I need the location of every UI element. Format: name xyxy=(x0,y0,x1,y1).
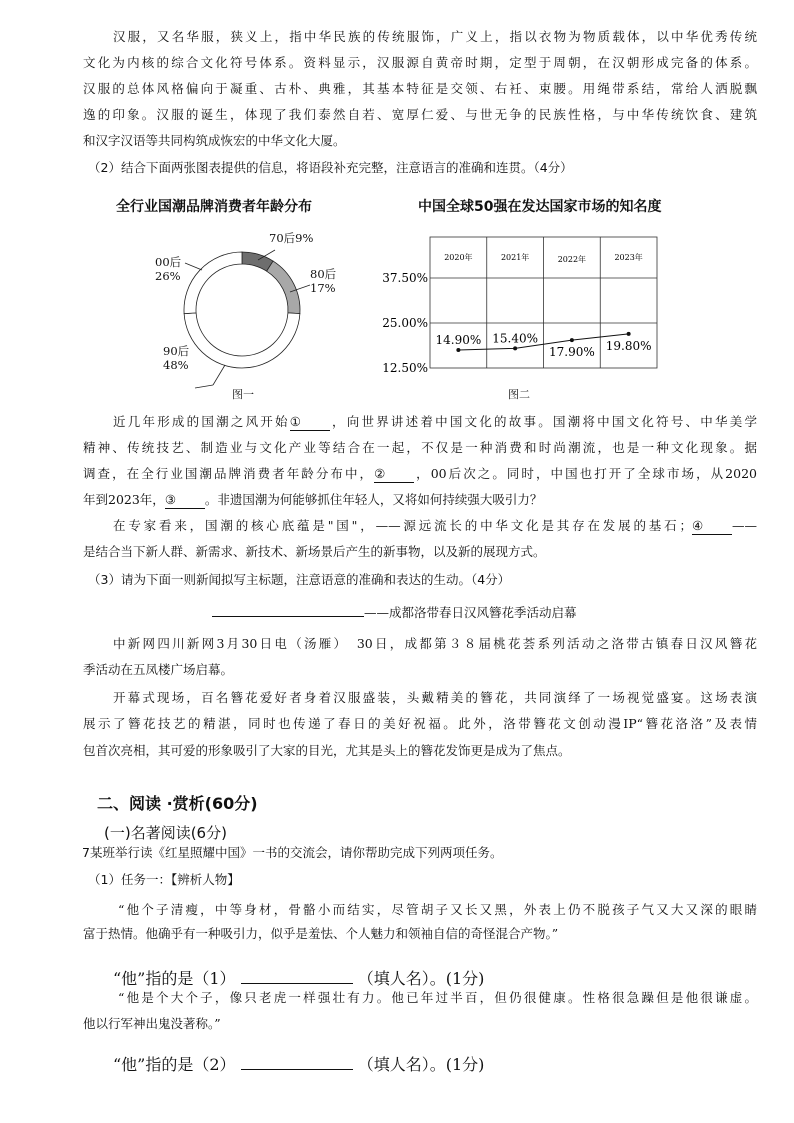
blank-2[interactable]: ② xyxy=(374,466,414,483)
data-label: 15.40% xyxy=(492,331,539,346)
category-label: 2021年 xyxy=(500,253,530,262)
y-tick-label: 37.50% xyxy=(382,271,428,285)
subsection-heading: (一)名著阅读(6分) xyxy=(104,824,227,842)
text-line: 文化为内核的综合文化符号体系。资料显示，汉服源自黄帝时期，定型于周朝，在汉朝形成完备的体系。 xyxy=(83,55,757,70)
text: 。非遗国潮为何能够抓住年轻人，又将如何持续强大吸引力？ xyxy=(204,492,543,507)
text-line: 和汉字汉语等共同构筑成恢宏的中华文化大厦。 xyxy=(83,133,346,148)
data-label: 19.80% xyxy=(605,338,652,353)
answer-line-1 xyxy=(113,966,484,989)
text-line: 中新网四川新网3月30日电（汤雁） 30日，成都第３８届桃花荟系列活动之洛带古镇春日汉风簪花 xyxy=(113,636,757,651)
text-line: 包首次亮相，其可爱的形象吸引了大家的目光，尤其是头上的簪花发饰更是成为了焦点。 xyxy=(83,743,571,758)
text: “他”指的是（1） xyxy=(113,969,236,988)
text-line xyxy=(113,414,757,431)
answer-line-2 xyxy=(113,1052,484,1075)
text-line: 展示了簪花技艺的精湛，同时也传递了春日的美好祝福。此外，洛带簪花文创动漫IP“簪花洛洛”及表情 xyxy=(83,716,757,731)
blank-3[interactable]: ③ xyxy=(165,492,205,509)
text-line: 汉服，又名华服，狭义上，指中华民族的传统服饰，广义上，指以衣物为物质载体，以中华优秀传统 xyxy=(113,29,757,44)
blank-1[interactable]: ① xyxy=(290,414,330,431)
slice-value: 17% xyxy=(310,281,336,295)
text-line xyxy=(113,518,757,535)
slice-label: 00后 xyxy=(155,255,182,269)
data-point xyxy=(627,332,631,336)
category-label: 2020年 xyxy=(444,253,473,262)
question-2-prompt: （2）结合下面两张图表提供的信息，将语段补充完整，注意语言的准确和连贯。（4分） xyxy=(88,160,573,175)
question-7: 7某班举行读《红星照耀中国》一书的交流会，请你帮助完成下列两项任务。 xyxy=(82,845,503,860)
text-line: 开幕式现场，百名簪花爱好者身着汉服盛装，头戴精美的簪花，共同演绎了一场视觉盛宴。这场表演 xyxy=(113,690,757,705)
text: （填人名）。(1分) xyxy=(357,969,485,988)
quote-line: 他以行军神出鬼没著称。” xyxy=(83,1016,221,1031)
data-point xyxy=(456,348,460,352)
text: 近几年形成的国潮之风开始 xyxy=(113,414,290,429)
donut-slice xyxy=(184,313,300,368)
text: ，00后次之。同时，中国也打开了全球市场，从2020 xyxy=(414,466,757,481)
donut-chart xyxy=(150,220,340,400)
category-label: 2023年 xyxy=(614,253,643,262)
data-point xyxy=(513,346,517,350)
chart2-title: 中国全球50强在发达国家市场的知名度 xyxy=(418,199,662,215)
text-line: 逸的印象。汉服的诞生，体现了我们泰然自若、宽厚仁爱、与世无争的民族性格，与中华传统饮食、建筑 xyxy=(83,107,757,122)
line-chart xyxy=(380,230,680,380)
text: （填人名）。(1分) xyxy=(357,1055,485,1074)
chart2-caption: 图二 xyxy=(508,388,530,401)
donut-slice xyxy=(267,261,300,314)
text: 在专家看来，国潮的核心底蕴是"国"，——源远流长的中华文化是其存在发展的基石； xyxy=(113,518,692,533)
text: 调查，在全行业国潮品牌消费者年龄分布中， xyxy=(83,466,375,481)
text-line xyxy=(83,492,757,509)
task-1: （1）任务一：【辨析人物】 xyxy=(88,872,240,887)
news-subtitle: ——成都洛带春日汉风簪花季活动启幕 xyxy=(364,605,577,620)
chart1-caption: 图一 xyxy=(232,388,254,401)
section-heading: 二、阅读 ·赏析(60分) xyxy=(97,794,258,813)
chart1-title: 全行业国潮品牌消费者年龄分布 xyxy=(116,199,312,215)
question-3-prompt: （3）请为下面一则新闻拟写主标题，注意语意的准确和表达的生动。（4分） xyxy=(88,572,511,587)
text-line: 是结合当下新人群、新需求、新技术、新场景后产生的新事物，以及新的展现方式。 xyxy=(83,544,546,559)
slice-value: 26% xyxy=(155,269,181,283)
text: 年到2023年， xyxy=(83,492,165,507)
text-line: 季活动在五凤楼广场启幕。 xyxy=(83,662,234,677)
slice-value: 48% xyxy=(163,358,189,372)
answer-2-input[interactable] xyxy=(241,1053,353,1070)
leader-line xyxy=(195,385,213,388)
donut-slice xyxy=(184,252,242,314)
text-line: 汉服的总体风格偏向于凝重、古朴、典雅，其基本特征是交领、右衽、束腰。用绳带系结，常给人洒脱飘 xyxy=(83,81,757,96)
quote-line: “他个子清瘦，中等身材，骨骼小而结实，尽管胡子又长又黑，外表上仍不脱孩子气又大又深的眼睛 xyxy=(118,902,757,917)
quote-line: “他是个大个子，像只老虎一样强壮有力。他已年过半百，但仍很健康。性格很急躁但是他很谦虚。 xyxy=(118,990,757,1005)
text-line: 精神、传统技艺、制造业与文化产业等结合在一起，不仅是一种消费和时尚潮流，也是一种文化现象。据 xyxy=(83,440,757,455)
text: “他”指的是（2） xyxy=(113,1055,236,1074)
y-tick-label: 25.00% xyxy=(382,316,428,330)
data-point xyxy=(570,338,574,342)
text: ，向世界讲述着中国文化的故事。国潮将中国文化符号、中华美学 xyxy=(329,414,757,429)
quote-line: 富于热情。他确乎有一种吸引力，似乎是羞怯、个人魅力和领袖自信的奇怪混合产物。” xyxy=(83,926,559,941)
slice-label: 80后 xyxy=(310,267,337,281)
slice-label: 70后 xyxy=(269,231,296,245)
slice-label: 90后 xyxy=(163,344,190,358)
text: —— xyxy=(732,518,757,533)
leader-line xyxy=(213,365,225,385)
headline-blank[interactable] xyxy=(212,616,364,617)
y-tick-label: 12.50% xyxy=(382,361,428,375)
headline-line xyxy=(212,605,794,621)
data-label: 17.90% xyxy=(548,345,595,360)
data-label: 14.90% xyxy=(435,333,482,347)
leader-line xyxy=(185,263,202,270)
answer-1-input[interactable] xyxy=(241,967,353,984)
slice-value: 9% xyxy=(295,231,314,245)
blank-4[interactable]: ④ xyxy=(692,518,732,535)
text-line xyxy=(83,466,757,483)
category-label: 2022年 xyxy=(557,255,587,264)
